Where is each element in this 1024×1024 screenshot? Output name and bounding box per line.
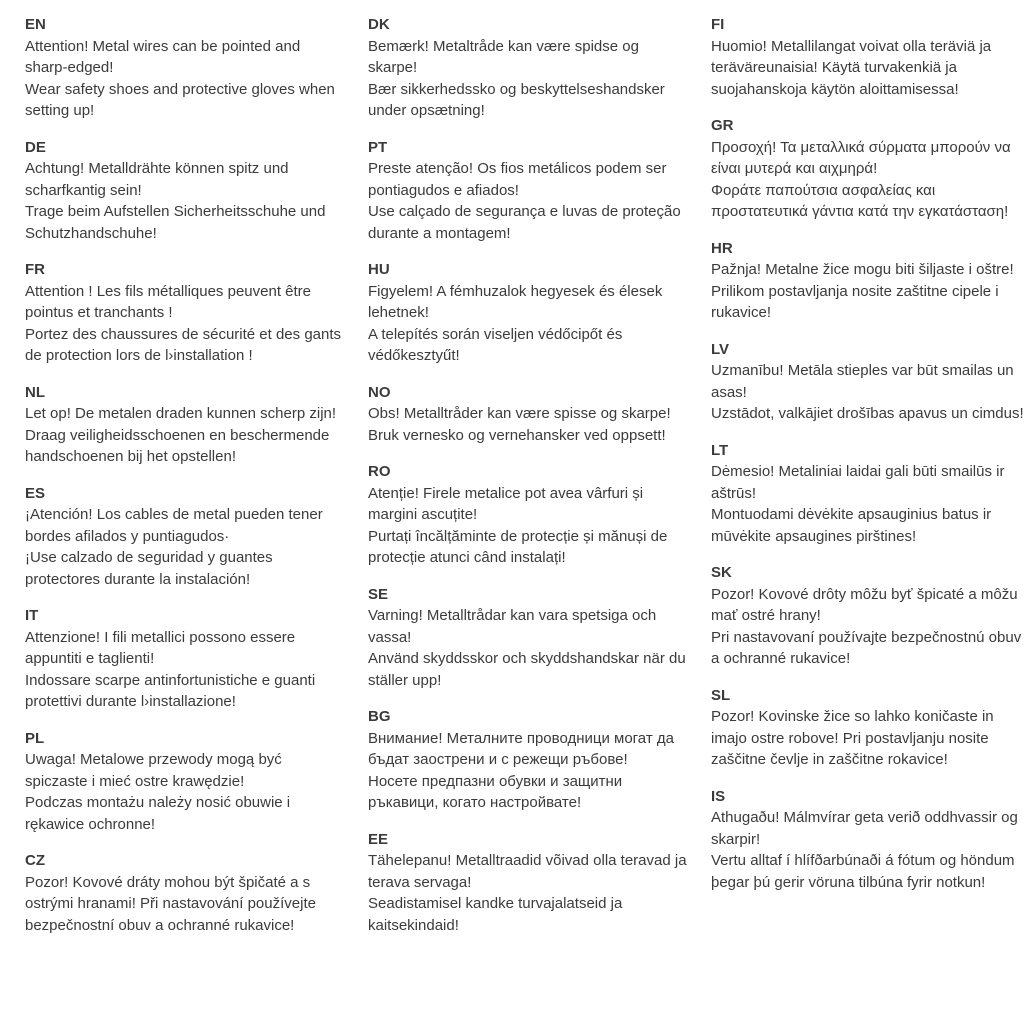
language-section [25,605,346,713]
language-section [368,259,689,367]
language-code-heading: HU [368,261,390,278]
warning-text: Varning! Metalltrådar kan vara spetsiga och vassa! [368,607,657,646]
warning-text: Προσοχή! Τα μεταλλικά σύρματα μπορούν να είναι μυτερά και αιχμηρά! [711,138,1011,177]
language-code-heading: SL [711,686,731,704]
language-section [368,706,689,814]
warning-text: Atenție! Firele metalice pot avea vârfuri și margini ascuțite! [368,484,644,523]
warning-text: Внимание! Металните проводници могат да бъдат заострени и с режещи ръбове! [368,729,674,768]
warning-text: Dėmesio! Metaliniai laidai gali būti smailūs ir aštrūs! [711,463,1005,502]
language-code-heading: PT [368,138,388,156]
warning-text: Attention ! Les fils métalliques peuvent être pointus et tranchants ! [25,282,311,321]
warning-text: Pozor! Kovinske žice so lahko koničaste in imajo ostre robove! Pri postavljanju nosite zaščitne čevlje in zaščitne rokavice! [711,708,994,768]
warning-text: Figyelem! A fémhuzalok hegyesek és élesek lehetnek! [368,282,663,321]
language-code-heading: RO [368,463,391,480]
column-right [711,14,1024,1024]
language-code-heading: GR [711,117,734,134]
language-code-heading: FI [711,16,725,33]
language-section [25,137,346,245]
warning-text: Pozor! Kovové drôty môžu byť špicaté a môžu mať ostré hrany! [711,585,1018,624]
warning-text: Bruk vernesko og vernehansker ved oppsett! [368,426,666,444]
warning-text: ¡Use calzado de seguridad y guantes protectores durante la instalación! [25,549,273,588]
warning-text: Portez des chaussures de sécurité et des gants de protection lors de l›installation ! [25,325,342,364]
warning-text: Huomio! Metallilangat voivat olla teräviä ja teräväreunaisia! Käytä turvakenkiä ja suojahanskoja käytön aloittamisessa! [711,37,992,98]
warning-text: Bær sikkerhedssko og beskyttelseshandsker under opsætning! [368,80,665,119]
language-code-heading: FR [25,261,45,278]
warning-text: Preste atenção! Os fios metálicos podem ser pontiagudos e afiados! [368,160,667,199]
warning-text: Purtați încălțăminte de protecție și mănuși de protecție atunci când instalați! [368,527,668,566]
warning-text: Indossare scarpe antinfortunistiche e guanti protettivi durante l›installazione! [25,671,316,710]
warning-text: Obs! Metalltråder kan være spisse og skarpe! [368,405,671,422]
warning-text: Använd skyddsskor och skyddshandskar när du ställer upp! [368,650,686,689]
language-section [711,440,1024,548]
warning-text: Podczas montażu należy nosić obuwie i rękawice ochronne! [25,794,291,833]
language-section [25,483,346,591]
warning-text: Let op! De metalen draden kunnen scherp zijn! [25,405,337,422]
language-code-heading: DE [25,138,46,156]
warning-text: Achtung! Metalldrähte können spitz und scharfkantig sein! [25,160,289,199]
language-code-heading: EN [25,16,46,33]
language-code-heading: SE [368,585,389,603]
language-section [25,382,346,468]
language-section [711,115,1024,223]
warning-text: Φοράτε παπούτσια ασφαλείας και προστατευτικά γάντια κατά την εγκατάσταση! [711,181,1009,220]
warning-text: Pri nastavovaní používajte bezpečnostnú obuv a ochranné rukavice! [711,628,1022,667]
language-section [25,14,346,122]
language-section [25,259,346,367]
warning-text: Bemærk! Metaltråde kan være spidse og skarpe! [368,37,639,76]
language-section [711,238,1024,324]
warning-text: Trage beim Aufstellen Sicherheitsschuhe und Schutzhandschuhe! [25,203,326,242]
warning-text: Montuodami dėvėkite apsauginius batus ir mūvėkite apsaugines pirštines! [711,506,992,545]
language-code-heading: DK [368,16,390,33]
language-code-heading: NO [368,383,391,401]
warning-text: Носете предпазни обувки и защитни ръкавици, когато настройвате! [368,772,623,811]
warning-text: A telepítés során viseljen védőcipőt és védőkesztyűt! [368,325,623,364]
language-code-heading: HR [711,239,733,257]
language-section [711,562,1024,670]
warning-text: Uzmanību! Metāla stieples var būt smailas un asas! [711,362,1014,401]
language-section [368,14,689,122]
language-section [711,339,1024,425]
language-section [25,728,346,836]
warning-text: Tähelepanu! Metalltraadid võivad olla teravad ja terava servaga! [368,852,687,891]
language-code-heading: SK [711,564,732,581]
language-section [368,829,689,937]
language-section [368,461,689,569]
warning-text: Pažnja! Metalne žice mogu biti šiljaste i oštre! Prilikom postavljanja nosite zaštitne cipele i rukavice! [711,261,1014,321]
language-section [711,14,1024,100]
column-middle [368,14,689,1024]
language-code-heading: NL [25,383,45,401]
warning-text: ¡Atención! Los cables de metal pueden tener bordes afilados y puntiagudos· [25,506,323,545]
warning-text: Athugaðu! Málmvírar geta verið oddhvassir og skarpir! [711,809,1018,848]
warning-text: Draag veiligheidsschoenen en beschermende handschoenen bij het opstellen! [25,426,330,465]
warning-text: Seadistamisel kandke turvajalatseid ja kaitsekindaid! [368,895,623,934]
warning-text: Use calçado de segurança e luvas de proteção durante a montagem! [368,203,681,242]
language-code-heading: LT [711,441,729,459]
warning-text: Uwaga! Metalowe przewody mogą być spiczaste i mieć ostre krawędzie! [25,751,282,790]
language-section [368,382,689,447]
language-code-heading: LV [711,340,730,358]
warning-text: Wear safety shoes and protective gloves when setting up! [25,80,335,119]
language-section [711,786,1024,894]
warning-text: Uzstādot, valkājiet drošības apavus un cimdus! [711,405,1024,422]
language-section [711,685,1024,771]
language-section [368,584,689,692]
language-code-heading: IT [25,607,39,624]
language-code-heading: BG [368,708,391,725]
language-section [25,850,346,936]
language-code-heading: IS [711,787,726,805]
language-code-heading: PL [25,729,45,747]
language-code-heading: CZ [25,852,45,869]
language-section [368,137,689,245]
language-code-heading: ES [25,484,46,502]
warning-text: Attenzione! I fili metallici possono essere appuntiti e taglienti! [25,628,296,667]
warning-text: Vertu alltaf í hlífðarbúnaði á fótum og höndum þegar þú gerir vöruna tilbúna fyrir notkun! [711,852,1015,891]
language-code-heading: EE [368,830,389,848]
column-left [25,14,346,1024]
warning-text: Pozor! Kovové dráty mohou být špičaté a s ostrými hranami! Při nastavování používejte bezpečnostní obuv a ochranné rukavice! [25,873,316,934]
warning-text: Attention! Metal wires can be pointed and sharp-edged! [25,37,301,76]
